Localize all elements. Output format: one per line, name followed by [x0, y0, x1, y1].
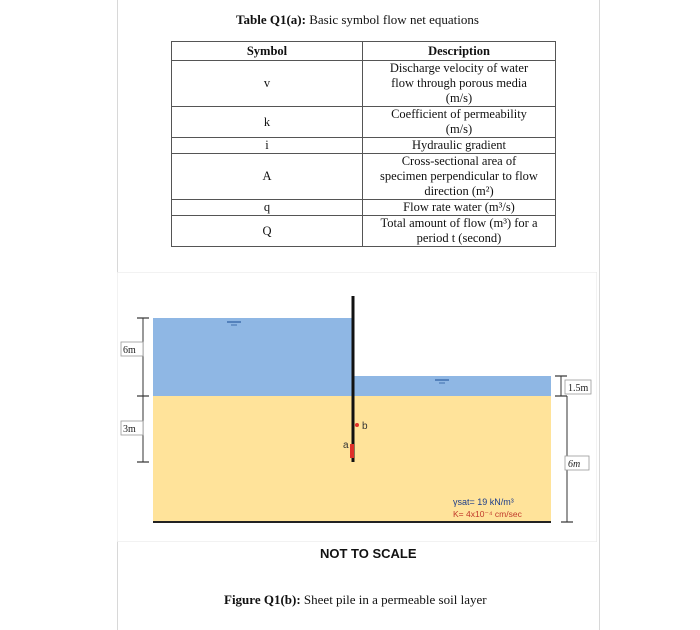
- description-line: direction (m²): [424, 184, 494, 198]
- description-line: (m/s): [445, 91, 473, 105]
- header-description: Description: [363, 42, 556, 61]
- downstream-water: [353, 376, 551, 396]
- figure-caption-label: Figure Q1(b):: [224, 592, 301, 607]
- description-line: period t (second): [416, 231, 502, 245]
- symbol-cell: Q: [172, 216, 363, 247]
- table-row: [172, 138, 556, 154]
- table-row: [172, 61, 556, 107]
- figure-caption: [224, 592, 487, 608]
- symbol-table: [171, 41, 556, 247]
- figure-caption-text: Sheet pile in a permeable soil layer: [300, 592, 487, 607]
- description-line: flow through porous media: [391, 76, 527, 90]
- description-line: Cross-sectional area of: [401, 154, 517, 168]
- description-line: Flow rate water (m³/s): [403, 200, 515, 214]
- left-lower-dim-label: 3m: [123, 424, 136, 435]
- header-symbol: Symbol: [172, 42, 363, 61]
- description-cell: [363, 154, 556, 200]
- description-cell: [363, 138, 556, 154]
- soil-unit-weight: γsat= 19 kN/m³: [453, 497, 514, 507]
- table-body: [172, 61, 556, 247]
- table-header-row: [172, 42, 556, 61]
- symbol-cell: i: [172, 138, 363, 154]
- upstream-water: [153, 318, 353, 396]
- soil-permeability: K= 4x10⁻⁴ cm/sec: [453, 509, 522, 519]
- description-cell: [363, 216, 556, 247]
- point-a-label: a: [343, 440, 349, 451]
- not-to-scale-note: NOT TO SCALE: [320, 546, 417, 561]
- table-row: [172, 107, 556, 138]
- description-line: Discharge velocity of water: [389, 61, 529, 75]
- point-a-marker: [350, 444, 354, 458]
- table-caption: [236, 12, 479, 28]
- point-b-marker: [355, 423, 359, 427]
- description-cell: [363, 107, 556, 138]
- description-line: Coefficient of permeability: [391, 107, 527, 121]
- symbol-cell: q: [172, 200, 363, 216]
- symbol-cell: A: [172, 154, 363, 200]
- symbol-cell: v: [172, 61, 363, 107]
- description-line: (m/s): [445, 122, 473, 136]
- table-row: [172, 154, 556, 200]
- table-row: [172, 200, 556, 216]
- description-line: Total amount of flow (m³) for a: [380, 216, 538, 230]
- sheet-pile-figure: [117, 272, 597, 542]
- description-line: Hydraulic gradient: [411, 138, 507, 152]
- left-upper-dim-label: 6m: [123, 345, 136, 356]
- description-cell: [363, 200, 556, 216]
- table-caption-label: Table Q1(a):: [236, 12, 306, 27]
- description-cell: [363, 61, 556, 107]
- description-line: specimen perpendicular to flow: [380, 169, 538, 183]
- right-lower-dim-label: 6m: [568, 459, 581, 470]
- symbol-cell: k: [172, 107, 363, 138]
- point-b-label: b: [362, 421, 368, 432]
- table-caption-text: Basic symbol flow net equations: [305, 12, 479, 27]
- table-row: [172, 216, 556, 247]
- right-upper-dim-label: 1.5m: [568, 383, 589, 394]
